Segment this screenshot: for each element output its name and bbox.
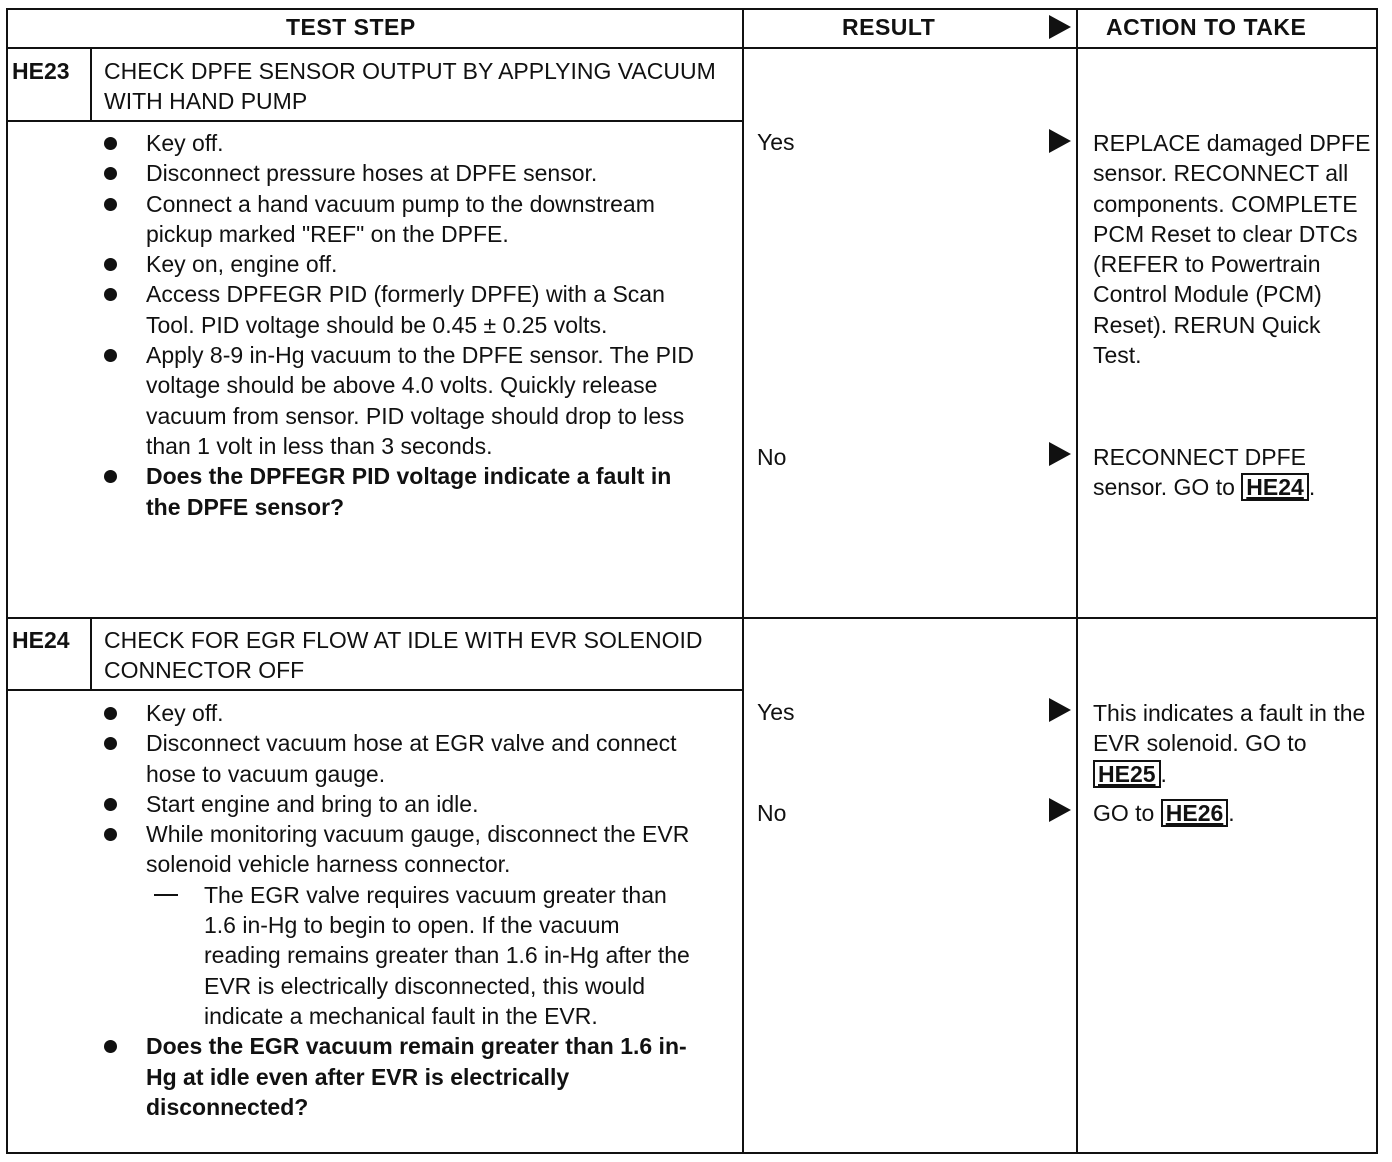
instruction-item: Apply 8-9 in-Hg vacuum to the DPFE sensor. The PID voltage should be above 4.0 volts. Quickly release vacuum from sensor. PID voltage should drop to less than 1 volt in less than 3 seconds. [100, 340, 700, 461]
bullet-icon [104, 137, 117, 150]
instruction-item: Key on, engine off. [100, 249, 700, 279]
bullet-icon [104, 167, 117, 180]
instruction-item: Connect a hand vacuum pump to the downstream pickup marked "REF" on the DPFE. [100, 189, 700, 250]
action-text: RECONNECT DPFE sensor. GO to HE24 . [1093, 444, 1316, 501]
arrow-icon [1049, 129, 1071, 153]
step-reference-link[interactable]: HE26 [1161, 799, 1229, 827]
bullet-icon [104, 1040, 117, 1053]
step-instructions [100, 698, 700, 1122]
instruction-question: Does the DPFEGR PID voltage indicate a fault in the DPFE sensor? [100, 461, 700, 522]
step-id: HE24 [12, 627, 70, 653]
bullet-icon [104, 470, 117, 483]
step-title: CHECK DPFE SENSOR OUTPUT BY APPLYING VACUUM WITH HAND PUMP [104, 58, 716, 114]
bullet-icon [104, 288, 117, 301]
step-id-divider [90, 619, 92, 691]
step-separator [6, 617, 1378, 619]
instruction-item: While monitoring vacuum gauge, disconnect the EVR solenoid vehicle harness connector. [100, 819, 700, 880]
step-reference-link[interactable]: HE25 [1093, 760, 1161, 788]
bullet-icon [104, 707, 117, 720]
action-text: GO to HE26 . [1093, 800, 1235, 826]
arrow-icon [1049, 15, 1071, 39]
result-no: No [757, 444, 787, 470]
step-instructions [100, 128, 700, 522]
header-action: ACTION TO TAKE [1106, 14, 1307, 40]
instruction-question: Does the EGR vacuum remain greater than 1.6 in-Hg at idle even after EVR is electrically disconnected? [100, 1031, 700, 1122]
column-divider [742, 8, 744, 1154]
arrow-icon [1049, 798, 1071, 822]
bullet-icon [104, 828, 117, 841]
bullet-icon [104, 798, 117, 811]
step-id: HE23 [12, 58, 70, 84]
dash-icon [154, 894, 178, 896]
bullet-icon [104, 258, 117, 271]
header-rule [6, 47, 1378, 49]
instruction-item: Disconnect vacuum hose at EGR valve and connect hose to vacuum gauge. [100, 728, 700, 789]
instruction-item: Disconnect pressure hoses at DPFE sensor. [100, 158, 700, 188]
result-no: No [757, 800, 787, 826]
header-test-step: TEST STEP [286, 14, 416, 40]
step-reference-link[interactable]: HE24 [1241, 473, 1309, 501]
title-rule [6, 120, 744, 122]
bullet-icon [104, 737, 117, 750]
arrow-icon [1049, 442, 1071, 466]
instruction-item: Key off. [100, 698, 700, 728]
instruction-item: Start engine and bring to an idle. [100, 789, 700, 819]
arrow-icon [1049, 698, 1071, 722]
instruction-note: The EGR valve requires vacuum greater than 1.6 in-Hg to begin to open. If the vacuum reading remains greater than 1.6 in-Hg after the EVR is electrically disconnected, this would indicate a mechanical fault in the EVR. [100, 880, 700, 1031]
bullet-icon [104, 349, 117, 362]
header-result: RESULT [842, 14, 936, 40]
result-yes: Yes [757, 129, 795, 155]
step-id-divider [90, 49, 92, 121]
instruction-item: Key off. [100, 128, 700, 158]
bullet-icon [104, 198, 117, 211]
title-rule [6, 689, 744, 691]
action-text: This indicates a fault in the EVR solenoid. GO to HE25 . [1093, 700, 1366, 787]
step-title: CHECK FOR EGR FLOW AT IDLE WITH EVR SOLENOID CONNECTOR OFF [104, 627, 703, 683]
instruction-item: Access DPFEGR PID (formerly DPFE) with a Scan Tool. PID voltage should be 0.45 ± 0.25 volts. [100, 279, 700, 340]
action-text: REPLACE damaged DPFE sensor. RECONNECT all components. COMPLETE PCM Reset to clear DTCs (REFER to Powertrain Control Module (PCM) Reset). RERUN Quick Test. [1093, 130, 1371, 369]
result-yes: Yes [757, 699, 795, 725]
column-divider [1076, 8, 1078, 1154]
